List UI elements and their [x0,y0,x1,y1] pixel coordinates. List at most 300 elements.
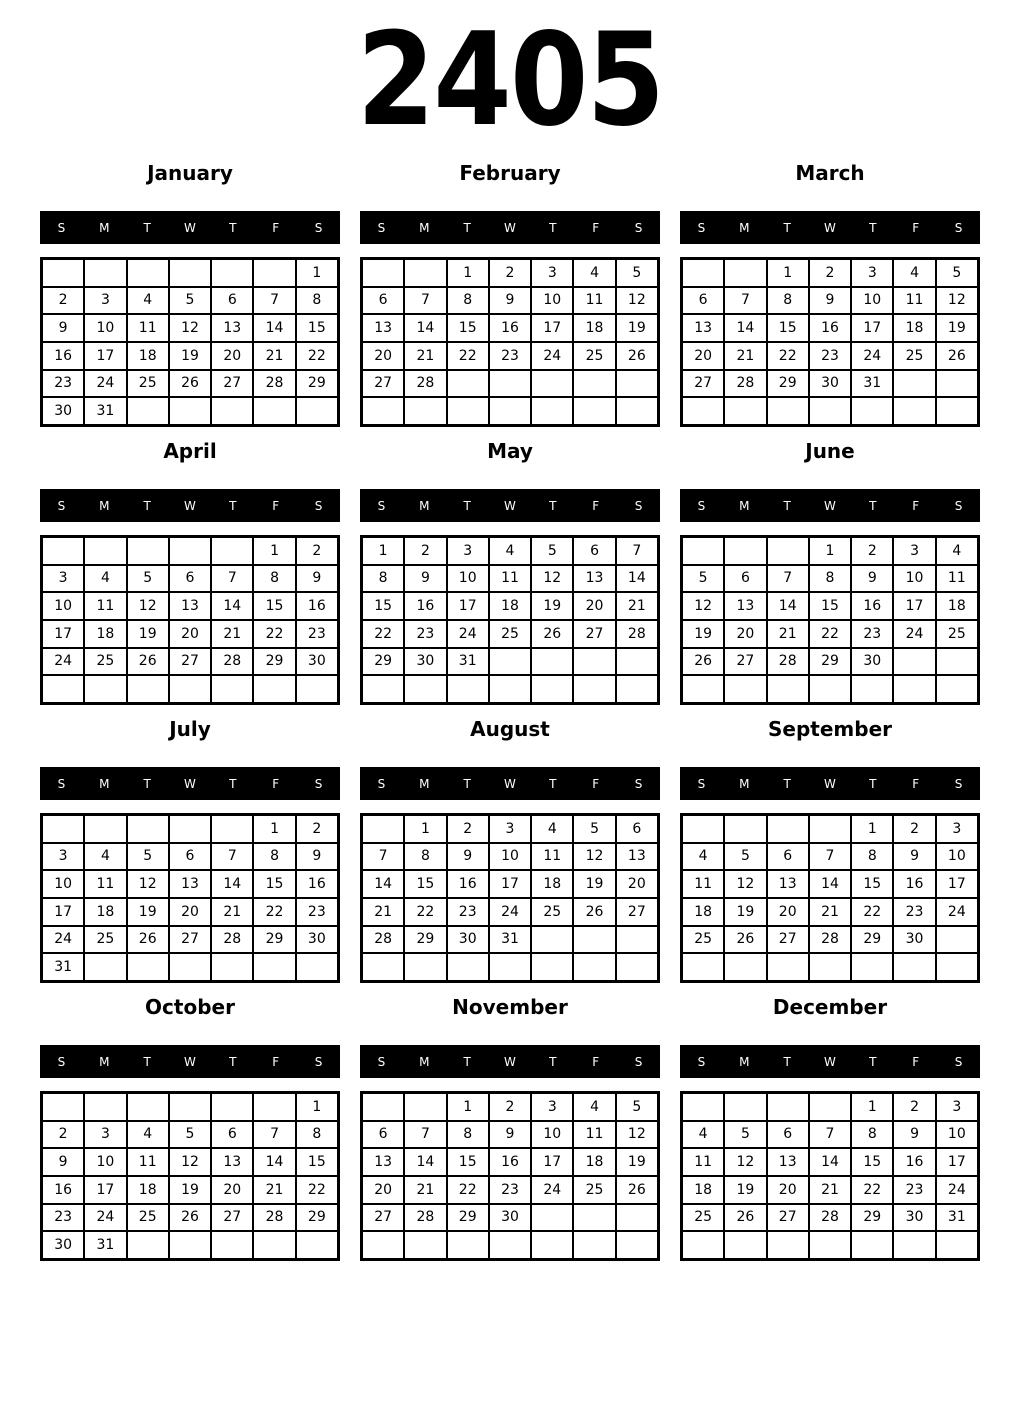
day-cell: 18 [936,592,978,620]
empty-day-cell [447,397,489,425]
day-cell: 30 [893,926,935,954]
day-cell: 27 [169,926,211,954]
day-cell: 24 [531,342,573,370]
day-cell: 15 [851,1148,893,1176]
day-cell: 28 [809,926,851,954]
weekday-label: W [184,1054,196,1069]
day-cell: 22 [296,342,338,370]
empty-day-cell [447,953,489,981]
day-cell: 4 [682,843,724,871]
day-cell: 5 [573,815,615,843]
weekday-label: T [463,498,471,513]
day-cell: 27 [362,370,404,398]
day-cell: 4 [893,259,935,287]
day-cell: 5 [169,1121,211,1149]
empty-day-cell [211,675,253,703]
month-title: December [772,995,888,1019]
day-cell: 25 [127,370,169,398]
empty-day-cell [253,675,295,703]
day-grid [680,257,980,427]
day-cell: 27 [767,926,809,954]
empty-day-cell [489,1231,531,1259]
weekday-header [360,211,660,244]
empty-day-cell [531,675,573,703]
weekday-label: S [57,776,66,791]
day-cell: 29 [767,370,809,398]
weekday-label: S [697,498,706,513]
empty-day-cell [84,537,126,565]
day-cell: 12 [573,843,615,871]
weekday-label: S [314,776,323,791]
day-cell: 6 [767,1121,809,1149]
day-cell: 8 [447,287,489,315]
day-cell: 4 [127,287,169,315]
day-cell: 12 [531,565,573,593]
day-cell: 9 [296,843,338,871]
weekday-label: S [954,776,963,791]
empty-day-cell [936,926,978,954]
day-cell: 2 [404,537,446,565]
weekday-label: S [697,1054,706,1069]
day-cell: 7 [809,1121,851,1149]
day-grid [680,813,980,983]
weekday-label: T [229,220,237,235]
weekday-label: M [99,776,110,791]
day-cell: 16 [447,870,489,898]
day-cell: 21 [253,1176,295,1204]
months-grid [40,161,980,1261]
empty-day-cell [211,1093,253,1121]
weekday-label: S [634,1054,643,1069]
empty-day-cell [404,675,446,703]
month-title: July [169,717,211,741]
empty-day-cell [936,370,978,398]
day-cell: 19 [169,342,211,370]
day-cell: 23 [489,342,531,370]
day-cell: 4 [573,1093,615,1121]
weekday-label: T [783,776,791,791]
empty-day-cell [253,1231,295,1259]
empty-day-cell [447,1231,489,1259]
day-cell: 9 [893,1121,935,1149]
day-cell: 29 [404,926,446,954]
day-cell: 6 [362,287,404,315]
empty-day-cell [682,675,724,703]
weekday-label: F [592,1054,600,1069]
day-cell: 17 [531,314,573,342]
day-cell: 22 [296,1176,338,1204]
day-cell: 23 [296,620,338,648]
empty-day-cell [489,675,531,703]
empty-day-cell [531,370,573,398]
day-cell: 18 [127,342,169,370]
day-cell: 13 [169,592,211,620]
day-cell: 21 [404,342,446,370]
empty-day-cell [531,397,573,425]
weekday-label: M [739,776,750,791]
day-cell: 22 [447,342,489,370]
month-title: January [147,161,233,185]
empty-day-cell [573,953,615,981]
day-cell: 10 [84,1148,126,1176]
weekday-label: F [912,498,920,513]
weekday-label: S [697,776,706,791]
weekday-label: F [592,220,600,235]
day-cell: 25 [682,926,724,954]
day-cell: 22 [404,898,446,926]
weekday-label: M [99,498,110,513]
day-cell: 20 [767,1176,809,1204]
empty-day-cell [362,675,404,703]
empty-day-cell [936,953,978,981]
day-cell: 1 [362,537,404,565]
day-grid [680,1091,980,1261]
weekday-label: S [314,1054,323,1069]
day-cell: 23 [447,898,489,926]
day-cell: 28 [404,370,446,398]
day-cell: 13 [211,314,253,342]
day-cell: 8 [851,1121,893,1149]
empty-day-cell [84,259,126,287]
weekday-label: W [824,220,836,235]
day-cell: 24 [489,898,531,926]
day-cell: 15 [296,1148,338,1176]
day-cell: 15 [851,870,893,898]
day-cell: 19 [127,620,169,648]
day-cell: 10 [447,565,489,593]
day-cell: 26 [169,370,211,398]
day-cell: 3 [936,1093,978,1121]
day-cell: 9 [489,1121,531,1149]
day-cell: 6 [211,287,253,315]
day-cell: 26 [127,648,169,676]
day-cell: 15 [809,592,851,620]
day-cell: 17 [447,592,489,620]
day-cell: 1 [851,815,893,843]
weekday-label: W [824,776,836,791]
day-cell: 25 [573,342,615,370]
empty-day-cell [169,259,211,287]
day-cell: 29 [296,1204,338,1232]
day-cell: 3 [851,259,893,287]
day-cell: 4 [84,843,126,871]
day-cell: 20 [211,342,253,370]
day-cell: 10 [531,1121,573,1149]
day-grid [40,535,340,705]
weekday-label: F [272,220,280,235]
day-cell: 23 [851,620,893,648]
empty-day-cell [404,1093,446,1121]
empty-day-cell [489,397,531,425]
empty-day-cell [253,1093,295,1121]
day-cell: 11 [573,287,615,315]
day-cell: 6 [211,1121,253,1149]
day-cell: 5 [724,843,766,871]
day-cell: 11 [84,870,126,898]
day-cell: 18 [127,1176,169,1204]
day-cell: 7 [767,565,809,593]
weekday-header [680,489,980,522]
day-cell: 11 [127,314,169,342]
day-cell: 10 [936,1121,978,1149]
day-cell: 28 [211,648,253,676]
day-cell: 19 [169,1176,211,1204]
day-cell: 18 [489,592,531,620]
day-cell: 9 [489,287,531,315]
day-cell: 6 [362,1121,404,1149]
empty-day-cell [211,815,253,843]
day-cell: 11 [936,565,978,593]
day-cell: 12 [127,870,169,898]
day-cell: 14 [404,1148,446,1176]
day-cell: 27 [767,1204,809,1232]
empty-day-cell [169,1231,211,1259]
day-cell: 30 [296,648,338,676]
day-cell: 29 [851,926,893,954]
day-cell: 26 [936,342,978,370]
empty-day-cell [573,1204,615,1232]
day-cell: 30 [42,397,84,425]
empty-day-cell [573,648,615,676]
weekday-header [360,1045,660,1078]
day-cell: 25 [936,620,978,648]
empty-day-cell [682,1231,724,1259]
empty-day-cell [169,397,211,425]
day-cell: 12 [682,592,724,620]
day-cell: 8 [447,1121,489,1149]
empty-day-cell [531,648,573,676]
day-cell: 30 [809,370,851,398]
day-cell: 26 [531,620,573,648]
weekday-label: T [143,1054,151,1069]
empty-day-cell [211,537,253,565]
day-cell: 13 [211,1148,253,1176]
day-cell: 26 [682,648,724,676]
day-cell: 9 [42,314,84,342]
empty-day-cell [767,397,809,425]
day-cell: 11 [127,1148,169,1176]
empty-day-cell [573,397,615,425]
day-cell: 3 [531,1093,573,1121]
day-cell: 24 [447,620,489,648]
weekday-header [360,767,660,800]
day-cell: 4 [682,1121,724,1149]
day-cell: 18 [682,1176,724,1204]
month-september [680,717,980,983]
day-cell: 7 [211,843,253,871]
empty-day-cell [573,370,615,398]
day-cell: 11 [893,287,935,315]
day-cell: 5 [127,565,169,593]
empty-day-cell [851,1231,893,1259]
day-cell: 6 [573,537,615,565]
day-cell: 17 [42,898,84,926]
day-cell: 11 [531,843,573,871]
day-cell: 31 [489,926,531,954]
day-cell: 8 [362,565,404,593]
weekday-label: T [783,220,791,235]
weekday-label: T [143,220,151,235]
day-cell: 10 [489,843,531,871]
day-cell: 21 [724,342,766,370]
weekday-label: S [954,220,963,235]
empty-day-cell [253,953,295,981]
day-cell: 9 [404,565,446,593]
day-cell: 17 [531,1148,573,1176]
empty-day-cell [42,675,84,703]
weekday-label: M [419,220,430,235]
day-grid [40,257,340,427]
day-cell: 18 [893,314,935,342]
day-cell: 21 [253,342,295,370]
month-december [680,995,980,1261]
weekday-label: W [504,220,516,235]
empty-day-cell [253,259,295,287]
empty-day-cell [296,397,338,425]
day-cell: 8 [851,843,893,871]
day-cell: 7 [211,565,253,593]
day-cell: 16 [893,1148,935,1176]
weekday-label: S [57,1054,66,1069]
empty-day-cell [169,1093,211,1121]
empty-day-cell [616,926,658,954]
day-cell: 14 [253,1148,295,1176]
day-cell: 15 [253,592,295,620]
day-cell: 7 [253,287,295,315]
empty-day-cell [211,259,253,287]
day-cell: 27 [616,898,658,926]
empty-day-cell [169,953,211,981]
day-cell: 31 [447,648,489,676]
weekday-label: S [377,498,386,513]
empty-day-cell [809,953,851,981]
empty-day-cell [809,1093,851,1121]
empty-day-cell [531,926,573,954]
empty-day-cell [724,397,766,425]
weekday-label: T [869,776,877,791]
weekday-label: M [419,1054,430,1069]
empty-day-cell [682,1093,724,1121]
weekday-header [680,211,980,244]
day-cell: 14 [616,565,658,593]
empty-day-cell [936,675,978,703]
day-cell: 28 [724,370,766,398]
day-cell: 9 [42,1148,84,1176]
day-cell: 14 [211,870,253,898]
day-cell: 30 [42,1231,84,1259]
day-cell: 9 [447,843,489,871]
day-cell: 16 [893,870,935,898]
weekday-label: T [549,1054,557,1069]
weekday-label: T [869,1054,877,1069]
day-cell: 14 [809,870,851,898]
day-cell: 8 [253,565,295,593]
day-cell: 26 [169,1204,211,1232]
day-cell: 25 [489,620,531,648]
month-february [360,161,660,427]
day-cell: 18 [573,1148,615,1176]
day-cell: 5 [724,1121,766,1149]
day-cell: 22 [809,620,851,648]
day-cell: 1 [296,259,338,287]
day-grid [40,1091,340,1261]
day-cell: 8 [404,843,446,871]
day-cell: 20 [362,1176,404,1204]
weekday-label: S [377,1054,386,1069]
day-cell: 15 [362,592,404,620]
day-cell: 5 [682,565,724,593]
day-cell: 13 [362,314,404,342]
empty-day-cell [724,953,766,981]
weekday-header [680,1045,980,1078]
day-cell: 29 [253,648,295,676]
day-cell: 6 [767,843,809,871]
day-cell: 3 [531,259,573,287]
month-may [360,439,660,705]
day-cell: 3 [936,815,978,843]
day-cell: 8 [253,843,295,871]
month-title: April [163,439,217,463]
day-cell: 8 [296,1121,338,1149]
day-cell: 21 [809,1176,851,1204]
day-cell: 2 [489,259,531,287]
day-cell: 20 [767,898,809,926]
empty-day-cell [127,815,169,843]
empty-day-cell [362,1093,404,1121]
day-grid [360,1091,660,1261]
empty-day-cell [42,537,84,565]
day-cell: 7 [616,537,658,565]
day-grid [40,813,340,983]
empty-day-cell [84,675,126,703]
day-cell: 13 [724,592,766,620]
empty-day-cell [127,1093,169,1121]
day-cell: 7 [362,843,404,871]
day-grid [680,535,980,705]
empty-day-cell [84,1093,126,1121]
day-cell: 27 [169,648,211,676]
day-cell: 12 [616,1121,658,1149]
day-cell: 22 [253,898,295,926]
empty-day-cell [767,675,809,703]
day-cell: 13 [767,1148,809,1176]
empty-day-cell [127,537,169,565]
weekday-label: T [463,776,471,791]
day-cell: 3 [447,537,489,565]
empty-day-cell [362,815,404,843]
day-cell: 17 [84,342,126,370]
day-cell: 3 [42,565,84,593]
weekday-label: F [592,498,600,513]
empty-day-cell [767,1231,809,1259]
weekday-header [40,489,340,522]
day-cell: 4 [573,259,615,287]
day-cell: 20 [169,898,211,926]
empty-day-cell [851,397,893,425]
day-cell: 28 [253,1204,295,1232]
day-cell: 9 [893,843,935,871]
month-october [40,995,340,1261]
day-cell: 16 [296,592,338,620]
month-november [360,995,660,1261]
empty-day-cell [809,815,851,843]
day-cell: 16 [489,1148,531,1176]
day-cell: 4 [489,537,531,565]
empty-day-cell [362,259,404,287]
empty-day-cell [211,397,253,425]
day-cell: 19 [682,620,724,648]
empty-day-cell [169,537,211,565]
